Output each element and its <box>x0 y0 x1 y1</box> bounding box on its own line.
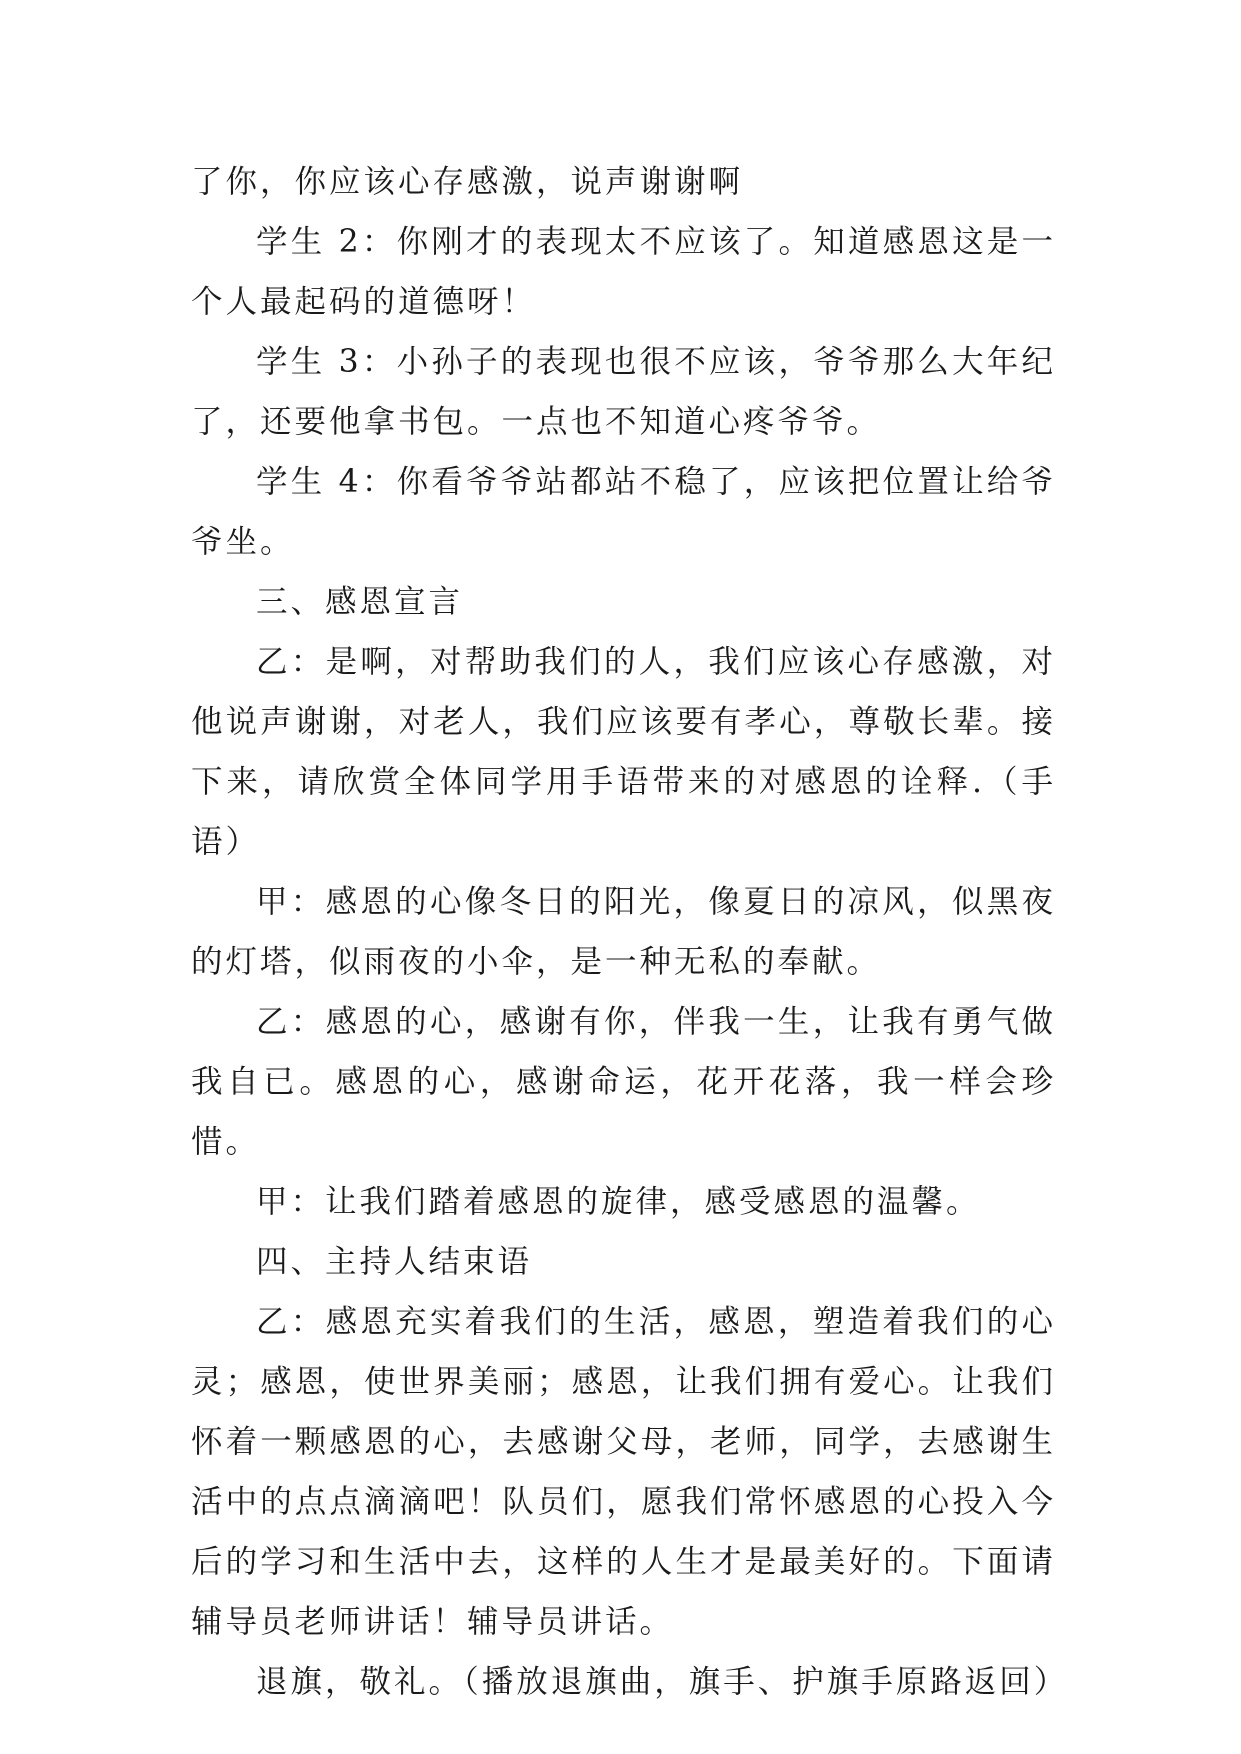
paragraph: 乙：是啊，对帮助我们的人，我们应该心存感激，对他说声谢谢，对老人，我们应该要有孝心，尊敬长辈。接下来，请欣赏全体同学用手语带来的对感恩的诠释.（手语） <box>191 644 1056 860</box>
paragraph: 甲：感恩的心像冬日的阳光，像夏日的凉风，似黑夜的灯塔，似雨夜的小伞，是一种无私的奉献。 <box>191 884 1056 980</box>
section-heading: 三、感恩宣言 <box>256 584 464 620</box>
paragraph: 退旗，敬礼。（播放退旗曲，旗手、护旗手原路返回） <box>256 1664 1069 1700</box>
document-body <box>191 152 1069 1712</box>
paragraph: 乙：感恩充实着我们的生活，感恩，塑造着我们的心灵；感恩，使世界美丽；感恩，让我们拥有爱心。让我们怀着一颗感恩的心，去感谢父母，老师，同学，去感谢生活中的点点滴滴吧！队员们，愿我们常怀感恩的心投入今后的学习和生活中去，这样的人生才是最美好的。下面请辅导员老师讲话！辅导员讲话。 <box>191 1304 1056 1640</box>
section-heading: 四、主持人结束语 <box>256 1244 533 1280</box>
paragraph: 了你，你应该心存感激，说声谢谢啊 <box>191 164 744 200</box>
paragraph: 乙：感恩的心，感谢有你，伴我一生，让我有勇气做我自已。感恩的心，感谢命运，花开花落，我一样会珍惜。 <box>191 1004 1056 1160</box>
paragraph: 学生 3：小孙子的表现也很不应该，爷爷那么大年纪了，还要他拿书包。一点也不知道心疼爷爷。 <box>191 344 1056 440</box>
paragraph: 学生 4：你看爷爷站都站不稳了，应该把位置让给爷爷坐。 <box>191 464 1056 560</box>
paragraph: 学生 2：你刚才的表现太不应该了。知道感恩这是一个人最起码的道德呀！ <box>191 224 1056 320</box>
paragraph: 甲：让我们踏着感恩的旋律，感受感恩的温馨。 <box>256 1184 981 1220</box>
